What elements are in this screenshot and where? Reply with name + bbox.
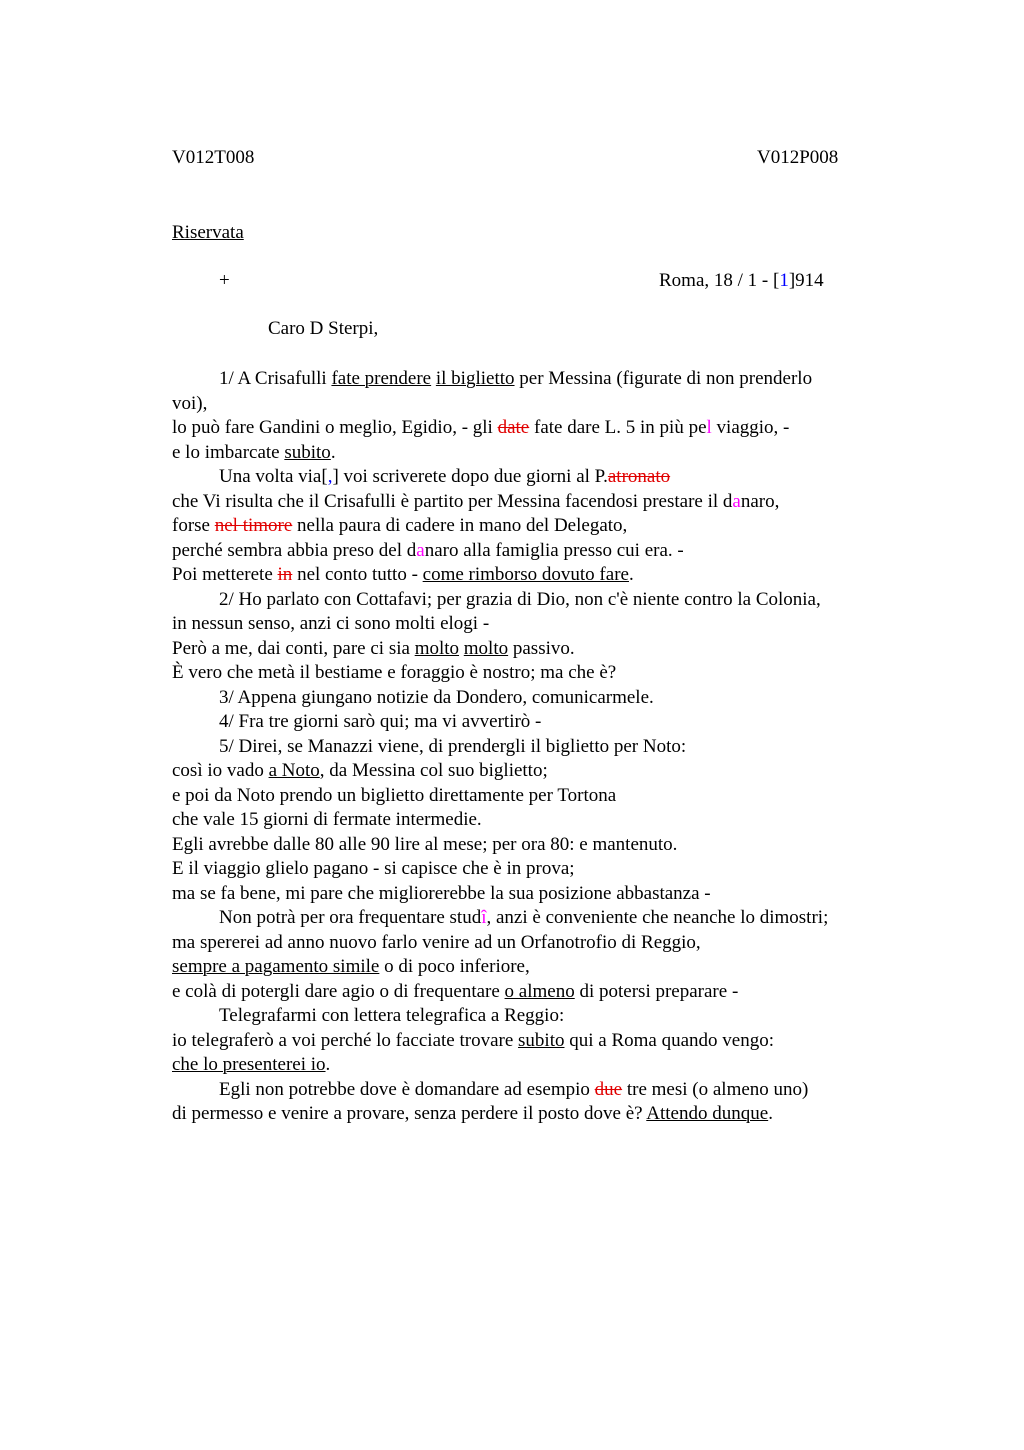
deleted-text: atronato — [607, 466, 671, 487]
deleted-text: nel timore — [214, 515, 293, 536]
corrected-letter: î — [481, 907, 487, 928]
underlined-text: o almeno — [504, 980, 575, 1002]
text-segment: . — [628, 564, 634, 585]
corrected-letter: l — [706, 417, 712, 438]
cross-mark: + — [219, 270, 230, 291]
text-segment: passivo. — [508, 637, 575, 659]
letter-line — [172, 808, 482, 832]
text-segment: io telegraferò a voi perché lo facciate trovare — [172, 1029, 519, 1051]
text-segment: . — [768, 1103, 773, 1124]
text-segment: di permesso e venire a provare, senza perdere il posto dove è? — [172, 1103, 647, 1124]
text-segment: , anzi è conveniente che neanche lo dimostri; — [486, 907, 829, 928]
letter-line — [172, 931, 701, 955]
deleted-text: date — [497, 417, 530, 438]
date-editorial-insert: 1 — [779, 270, 789, 291]
underlined-text: subito — [518, 1029, 565, 1051]
letter-line — [172, 784, 616, 808]
letter-line — [172, 882, 711, 906]
text-segment: 1/ A Crisafulli — [219, 368, 332, 389]
text-segment: che Vi risulta che il Crisafulli è partito per Messina facendosi prestare il d — [172, 490, 733, 512]
text-segment: Però a me, dai conti, pare ci sia — [172, 637, 415, 659]
text-segment: qui a Roma quando vengo: — [564, 1029, 774, 1051]
underlined-text: fate prendere — [331, 368, 432, 389]
underlined-text: a Noto — [268, 760, 320, 781]
text-segment: lo può fare Gandini o meglio, Egidio, - gli — [172, 417, 498, 438]
header-right-code: V012P008 — [757, 147, 839, 168]
text-segment: E il viaggio glielo pagano - si capisce che è in prova; — [172, 858, 575, 879]
text-segment: È vero che metà il bestiame e foraggio è nostro; ma che è? — [172, 662, 617, 683]
underlined-text: come rimborso dovuto fare — [422, 564, 629, 585]
text-segment: 3/ Appena giungano notizie da Dondero, comunicarmele. — [219, 686, 654, 708]
underlined-text: molto — [463, 637, 509, 659]
text-segment: 5/ Direi, se Manazzi viene, di prendergli il biglietto per Noto: — [219, 735, 687, 757]
text-segment: per Messina (figurate di non prenderlo — [514, 368, 813, 389]
letter-line — [219, 686, 654, 710]
text-segment: forse — [172, 515, 215, 536]
text-segment: che vale 15 giorni di fermate intermedie. — [172, 809, 482, 830]
letter-line — [219, 710, 541, 734]
letter-line — [172, 661, 616, 685]
letter-line — [219, 735, 686, 759]
letter-line — [172, 514, 627, 538]
letter-line — [172, 392, 207, 416]
letter-line — [172, 612, 489, 636]
letter-line — [172, 1102, 773, 1126]
header-left-code: V012T008 — [172, 147, 255, 168]
corrected-letter: a — [416, 539, 425, 561]
editorial-insert: , — [327, 466, 333, 487]
underlined-text: sempre a pagamento simile — [172, 956, 380, 977]
text-segment: così io vado — [172, 760, 269, 781]
salutation: Caro D Sterpi, — [268, 318, 379, 339]
underlined-text: Attendo dunque — [646, 1103, 769, 1124]
underlined-text: il biglietto — [435, 368, 515, 389]
text-segment: di potersi preparare - — [574, 980, 739, 1002]
text-segment: Telegrafarmi con lettera telegrafica a Reggio: — [219, 1005, 565, 1026]
date-part: ]914 — [788, 270, 824, 291]
letter-line — [172, 857, 575, 881]
letter-line — [172, 416, 789, 440]
text-segment: e poi da Noto prendo un biglietto direttamente per Tortona — [172, 784, 617, 806]
text-segment: 4/ Fra tre giorni sarò qui; ma vi avvertirò - — [219, 711, 542, 732]
text-segment: perché sembra abbia preso del d — [172, 539, 417, 561]
text-segment: , da Messina col suo biglietto; — [319, 760, 548, 781]
letter-line — [172, 759, 548, 783]
letter-line — [219, 1004, 564, 1028]
text-segment: Una volta via[ — [219, 466, 328, 487]
text-segment: naro, — [740, 490, 780, 512]
confidential-label: Riservata — [172, 222, 244, 243]
letter-line — [172, 955, 530, 979]
text-segment: nella paura di cadere in mano del Delegato, — [292, 515, 628, 536]
text-segment: in nessun senso, anzi ci sono molti elogi - — [172, 613, 490, 634]
text-segment: fate dare L. 5 in più pe — [529, 417, 707, 438]
text-segment: ma spererei ad anno nuovo farlo venire ad un Orfanotrofio di Reggio, — [172, 931, 701, 953]
text-segment: ] voi scriverete dopo due giorni al P. — [332, 466, 608, 487]
underlined-text: che lo presenterei io — [172, 1054, 326, 1075]
text-segment: voi), — [172, 392, 208, 414]
text-segment: Egli avrebbe dalle 80 alle 90 lire al mese; per ora 80: e mantenuto. — [172, 833, 678, 855]
letter-line — [172, 490, 779, 514]
text-segment: . — [325, 1054, 331, 1075]
letter-line — [172, 980, 738, 1004]
text-segment: Poi metterete — [172, 564, 278, 585]
text-segment: Egli non potrebbe dove è domandare ad esempio — [219, 1078, 595, 1100]
underlined-text: subito — [284, 441, 331, 463]
text-segment: . — [330, 441, 336, 463]
text-segment: nel conto tutto - — [292, 564, 423, 585]
text-segment: ma se fa bene, mi pare che migliorerebbe la sua posizione abbastanza - — [172, 882, 711, 904]
text-segment: tre mesi (o almeno uno) — [622, 1078, 809, 1100]
letter-line — [219, 465, 670, 489]
deleted-text: in — [277, 564, 293, 585]
letter-line — [219, 367, 812, 391]
deleted-text: due — [594, 1078, 623, 1100]
text-segment: e colà di potergli dare agio o di frequentare — [172, 980, 505, 1002]
letter-line — [172, 539, 684, 563]
text-segment: viaggio, - — [711, 417, 790, 438]
letter-line — [172, 563, 634, 587]
text-segment: 2/ Ho parlato con Cottafavi; per grazia di Dio, non c'è niente contro la Colonia, — [219, 588, 821, 610]
letter-line — [172, 637, 575, 661]
letter-line — [219, 906, 828, 930]
date-part: Roma, 18 / 1 - [ — [659, 270, 780, 291]
letter-line — [172, 1029, 774, 1053]
letter-line — [172, 441, 336, 465]
text-segment: o di poco inferiore, — [379, 956, 530, 977]
underlined-text: molto — [414, 637, 460, 659]
letter-line — [172, 833, 677, 857]
letter-line — [219, 1078, 808, 1102]
text-segment: Non potrà per ora frequentare stud — [219, 907, 482, 928]
corrected-letter: a — [732, 490, 741, 512]
text-segment: naro alla famiglia presso cui era. - — [424, 539, 684, 561]
letter-line — [172, 1053, 330, 1077]
letter-line — [219, 588, 821, 612]
text-segment: e lo imbarcate — [172, 441, 285, 463]
